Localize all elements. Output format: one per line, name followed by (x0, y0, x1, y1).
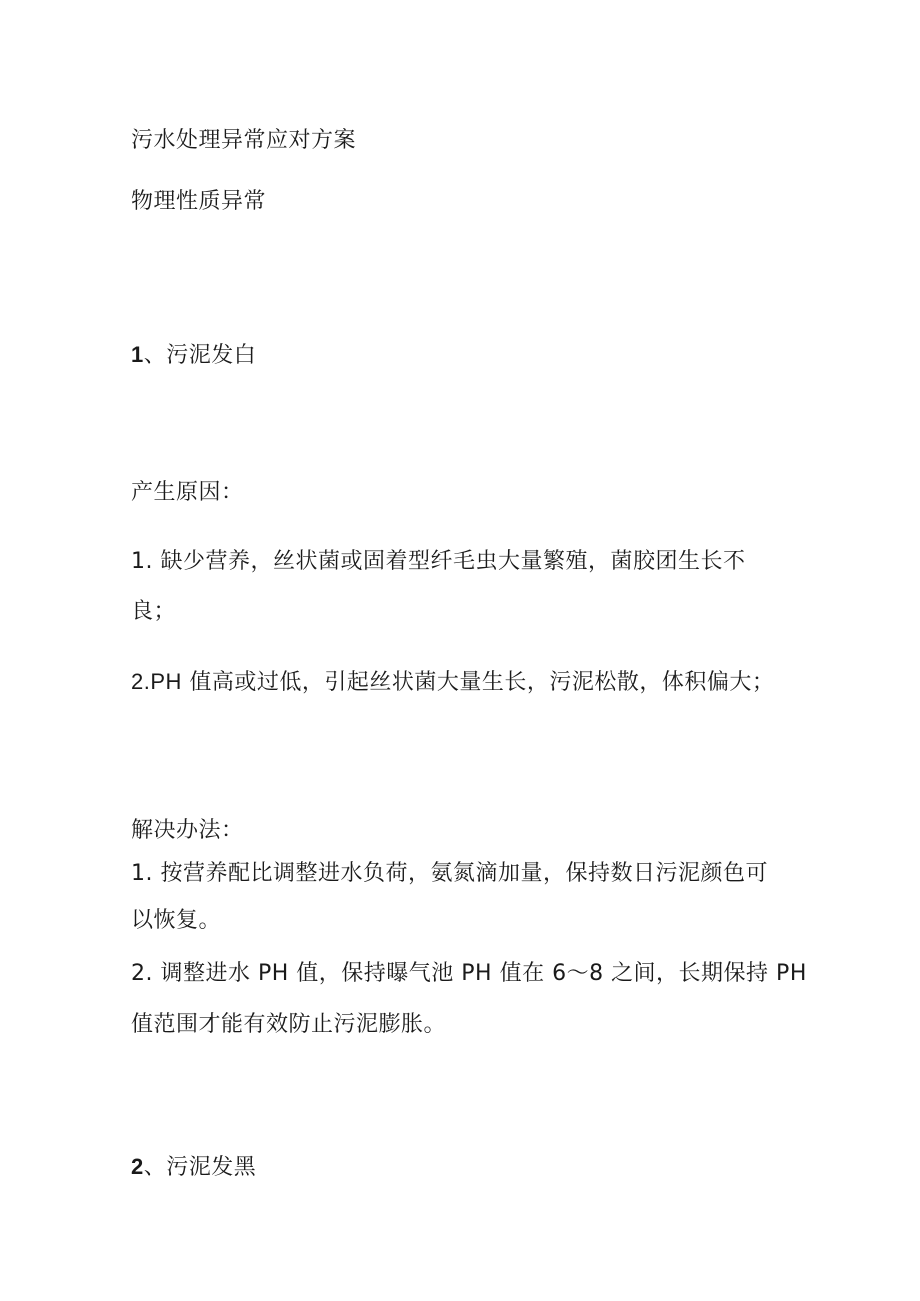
solution-2-line-2: 值范围才能有效防止污泥膨胀。 (131, 1012, 447, 1037)
section-1-heading-text: 、污泥发白 (143, 343, 257, 368)
section-1-number: 1 (131, 342, 144, 367)
document-title: 污水处理异常应对方案 (131, 128, 357, 153)
section-2-number: 2 (131, 1154, 144, 1179)
solution-1-line-2: 以恢复。 (131, 908, 222, 933)
solution-1-line-1: 1. 按营养配比调整进水负荷，氨氮滴加量，保持数日污泥颜色可 (131, 861, 768, 886)
cause-2 (131, 667, 774, 698)
document-subtitle: 物理性质异常 (131, 189, 267, 214)
section-2-heading-text: 、污泥发黑 (143, 1155, 257, 1180)
cause-1-line-1: 1. 缺少营养，丝状菌或固着型纤毛虫大量繁殖，菌胶团生长不 (131, 549, 746, 574)
cause-2-text: 值高或过低，引起丝状菌大量生长，污泥松散，体积偏大； (181, 670, 775, 695)
solution-2-line-1: 2. 调整进水 PH 值，保持曝气池 PH 值在 6～8 之间，长期保持 PH (131, 961, 807, 986)
cause-2-prefix: 2.PH (131, 669, 182, 694)
cause-label: 产生原因： (131, 480, 244, 505)
solution-label: 解决办法： (131, 818, 244, 843)
section-2-heading (131, 1152, 256, 1183)
cause-1-line-2: 良； (131, 599, 177, 624)
section-1-heading (131, 340, 256, 371)
